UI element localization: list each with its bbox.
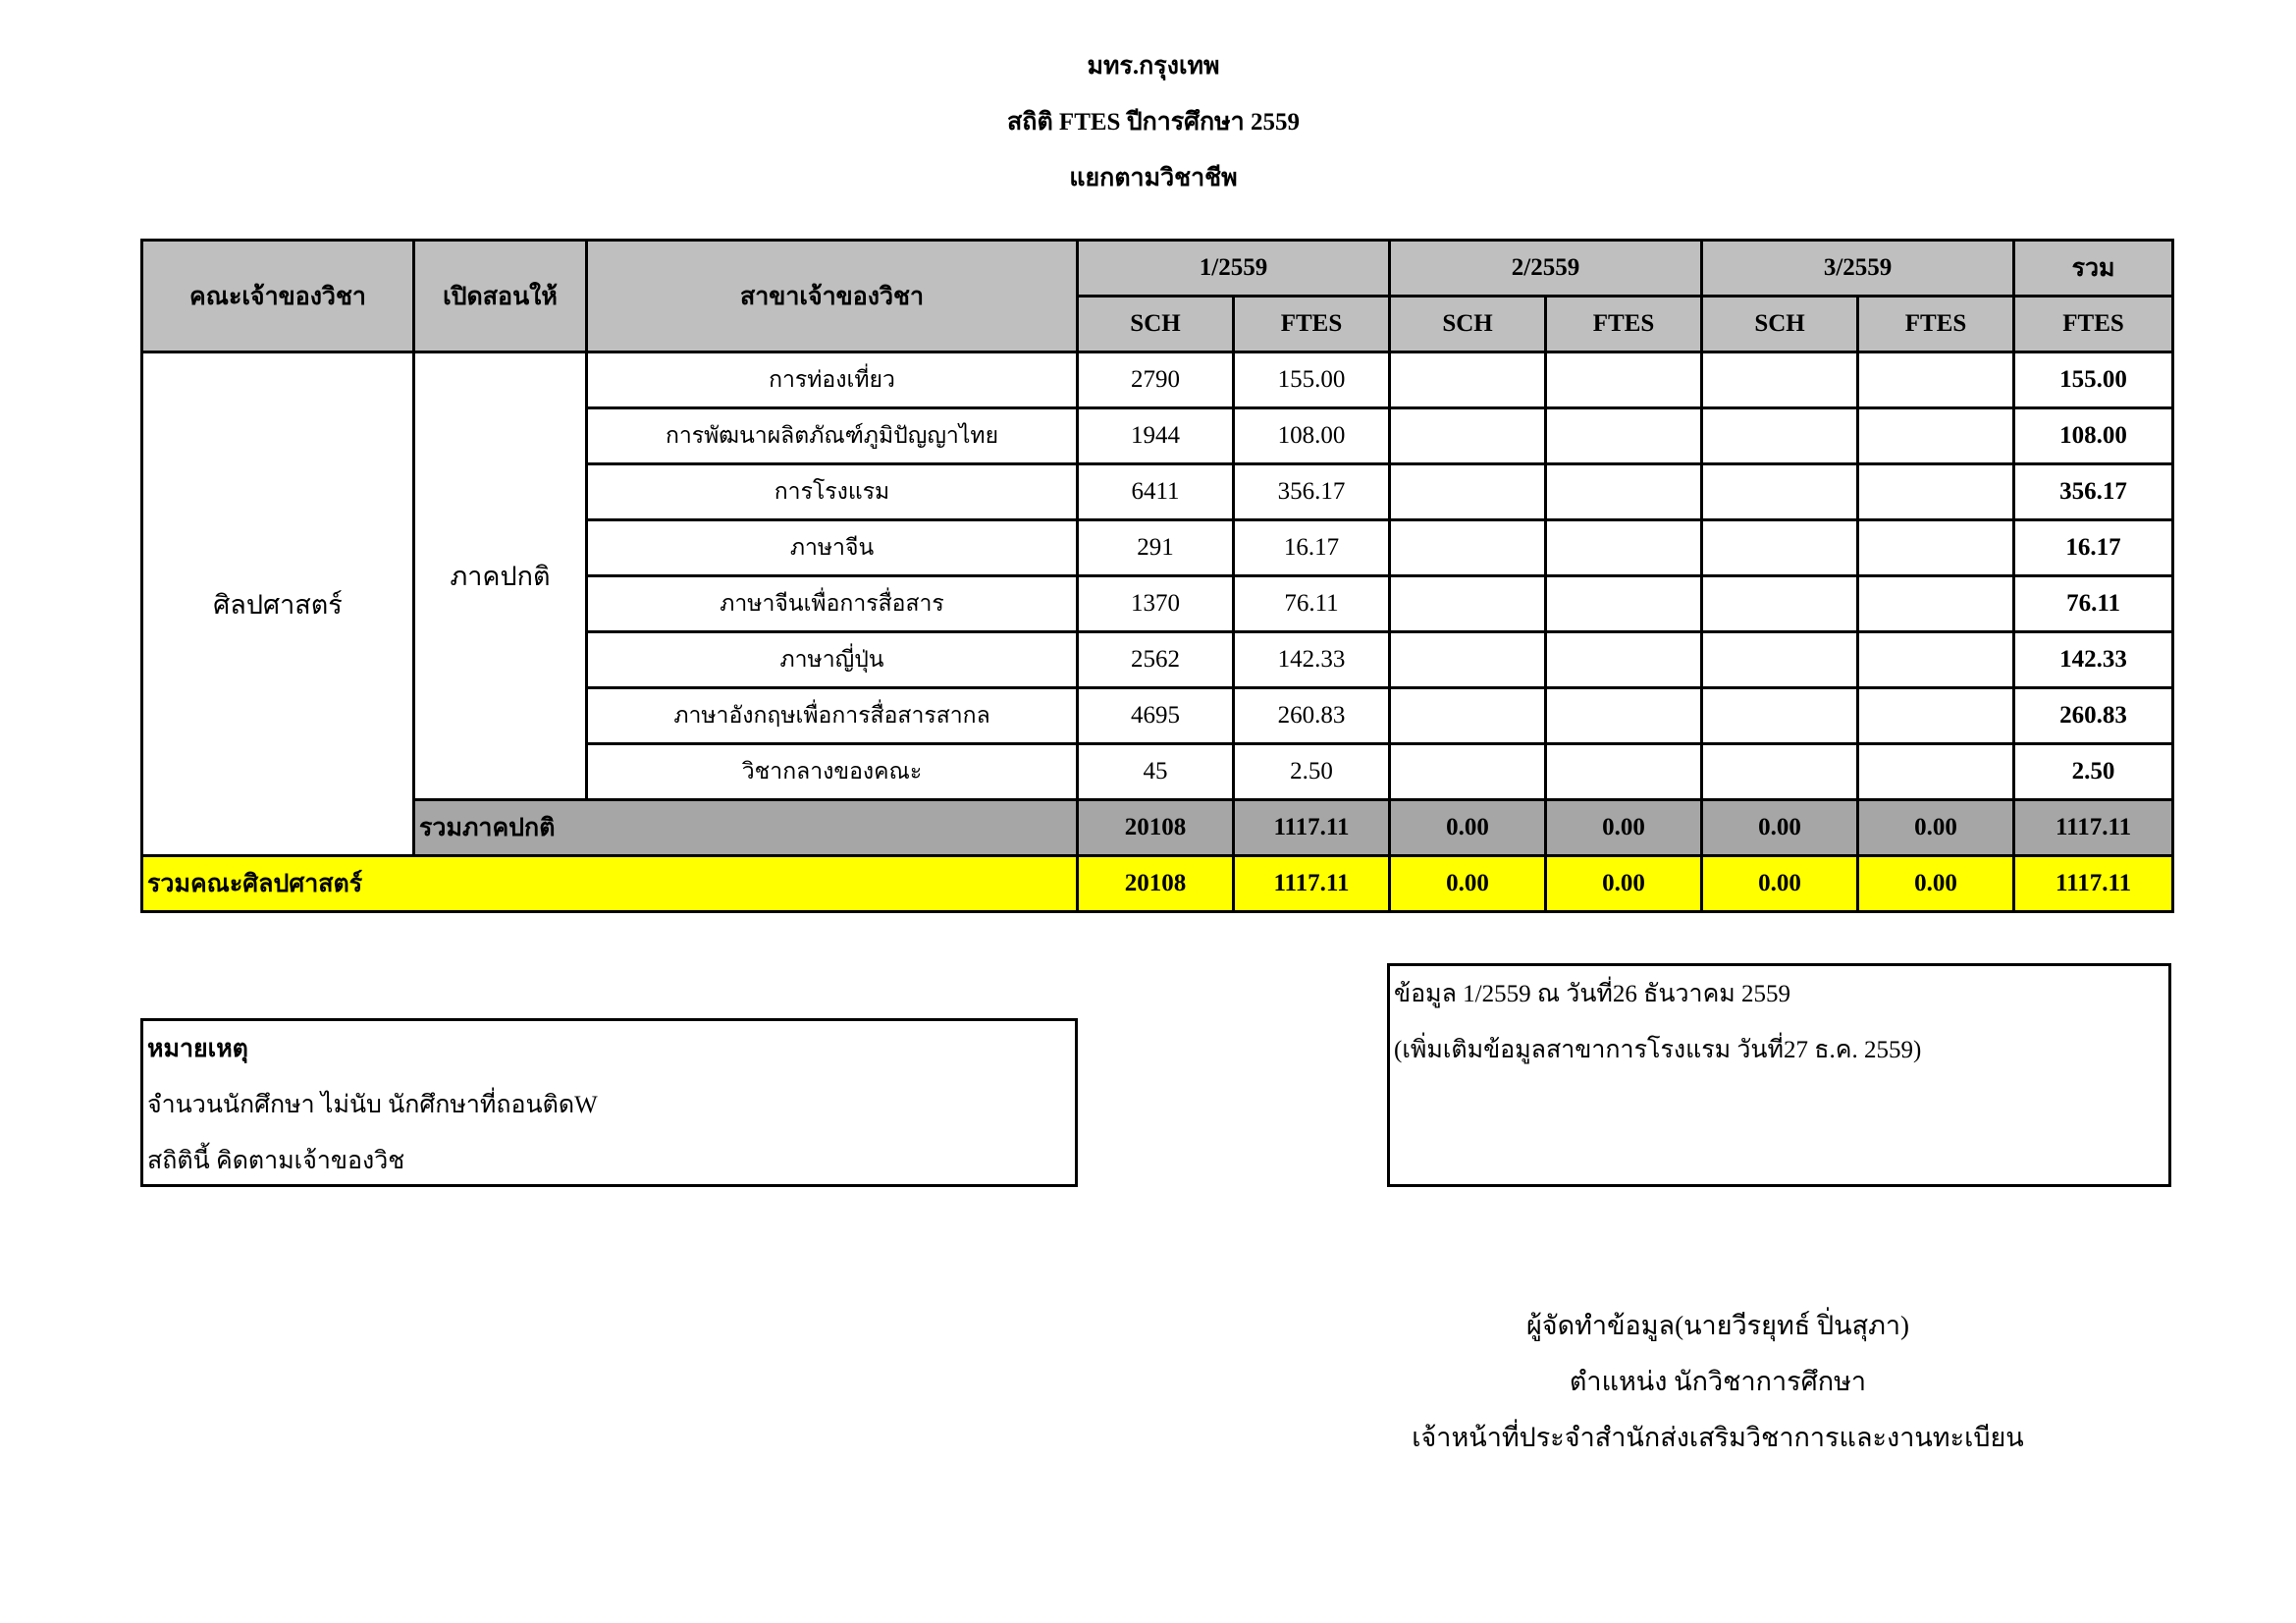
sch-cell: 1944 [1078, 408, 1234, 464]
empty-cell [1390, 576, 1546, 632]
empty-cell [1546, 464, 1702, 520]
header-sch: SCH [1702, 297, 1858, 352]
empty-cell [1390, 352, 1546, 408]
empty-cell [1858, 688, 2014, 744]
note-line: จำนวนนักศึกษา ไม่นับ นักศึกษาที่ถอนติดW [147, 1092, 598, 1118]
info-line: ข้อมูล 1/2559 ณ วันที่26 ธันวาคม 2559 [1394, 981, 1791, 1007]
empty-cell [1390, 688, 1546, 744]
ftes-cell: 155.00 [1234, 352, 1390, 408]
empty-cell [1702, 632, 1858, 688]
ftes-cell: 76.11 [1234, 576, 1390, 632]
empty-cell [1858, 408, 2014, 464]
total-cell: 108.00 [2014, 408, 2173, 464]
empty-cell [1858, 464, 2014, 520]
empty-cell [1702, 576, 1858, 632]
subject-cell: ภาษาญี่ปุ่น [587, 632, 1078, 688]
university-name: มทร.กรุงเทพ [1087, 53, 1220, 80]
header-sch: SCH [1078, 297, 1234, 352]
subtotal-ftes1: 1117.11 [1234, 800, 1390, 856]
grand-total-label: รวมคณะศิลปศาสตร์ [142, 856, 1078, 912]
total-cell: 356.17 [2014, 464, 2173, 520]
subtotal-row [142, 800, 2173, 856]
empty-cell [1702, 520, 1858, 576]
header-faculty: คณะเจ้าของวิชา [142, 241, 414, 352]
subtotal-ftes2: 0.00 [1546, 800, 1702, 856]
subtotal-label: รวมภาคปกติ [414, 800, 1078, 856]
empty-cell [1702, 408, 1858, 464]
header-ftes: FTES [1858, 297, 2014, 352]
subject-cell: ภาษาอังกฤษเพื่อการสื่อสารสากล [587, 688, 1078, 744]
grand-total-row [142, 856, 2173, 912]
subject-cell: ภาษาจีนเพื่อการสื่อสาร [587, 576, 1078, 632]
empty-cell [1390, 632, 1546, 688]
header-term-2: 2/2559 [1390, 241, 1702, 297]
empty-cell [1702, 744, 1858, 800]
empty-cell [1546, 408, 1702, 464]
report-title: สถิติ FTES ปีการศึกษา 2559 [1007, 109, 1300, 135]
grand-sch2: 0.00 [1390, 856, 1546, 912]
sch-cell: 2790 [1078, 352, 1234, 408]
header-open-for: เปิดสอนให้ [414, 241, 587, 352]
subject-cell: การพัฒนาผลิตภัณฑ์ภูมิปัญญาไทย [587, 408, 1078, 464]
header-ftes: FTES [1234, 297, 1390, 352]
subtotal-sch1: 20108 [1078, 800, 1234, 856]
subject-cell: การโรงแรม [587, 464, 1078, 520]
ftes-table [140, 239, 2174, 913]
empty-cell [1390, 744, 1546, 800]
header-total: รวม [2014, 241, 2173, 297]
ftes-cell: 108.00 [1234, 408, 1390, 464]
empty-cell [1858, 576, 2014, 632]
empty-cell [1858, 632, 2014, 688]
empty-cell [1858, 352, 2014, 408]
header-term-3: 3/2559 [1702, 241, 2014, 297]
grand-sch1: 20108 [1078, 856, 1234, 912]
header-term-1: 1/2559 [1078, 241, 1390, 297]
empty-cell [1546, 744, 1702, 800]
grand-ftes1: 1117.11 [1234, 856, 1390, 912]
empty-cell [1546, 632, 1702, 688]
empty-cell [1858, 744, 2014, 800]
empty-cell [1390, 464, 1546, 520]
ftes-cell: 16.17 [1234, 520, 1390, 576]
info-line: (เพิ่มเติมข้อมูลสาขาการโรงแรม วันที่27 ธ.ค. 2559) [1394, 1037, 1922, 1063]
grand-ftes2: 0.00 [1546, 856, 1702, 912]
header-ftes: FTES [1546, 297, 1702, 352]
total-cell: 155.00 [2014, 352, 2173, 408]
header-total-ftes: FTES [2014, 297, 2173, 352]
sch-cell: 45 [1078, 744, 1234, 800]
note-box [140, 1018, 1078, 1187]
sch-cell: 291 [1078, 520, 1234, 576]
empty-cell [1702, 464, 1858, 520]
subject-cell: ภาษาจีน [587, 520, 1078, 576]
sch-cell: 6411 [1078, 464, 1234, 520]
empty-cell [1546, 520, 1702, 576]
data-info-box [1387, 963, 2171, 1187]
grand-sch3: 0.00 [1702, 856, 1858, 912]
subtotal-sch2: 0.00 [1390, 800, 1546, 856]
report-subtitle: แยกตามวิชาชีพ [1069, 165, 1238, 191]
subtotal-sch3: 0.00 [1702, 800, 1858, 856]
preparer-office: เจ้าหน้าที่ประจำสำนักส่งเสริมวิชาการและงานทะเบียน [1412, 1423, 2024, 1452]
subtotal-total: 1117.11 [2014, 800, 2173, 856]
subtotal-ftes3: 0.00 [1858, 800, 2014, 856]
grand-ftes3: 0.00 [1858, 856, 2014, 912]
grand-total: 1117.11 [2014, 856, 2173, 912]
note-line: สถิตินี้ คิดตามเจ้าของวิช [147, 1148, 405, 1174]
header-major: สาขาเจ้าของวิชา [587, 241, 1078, 352]
preparer-name: ผู้จัดทำข้อมูล(นายวีรยุทธ์ ปิ่นสุภา) [1525, 1311, 1910, 1340]
empty-cell [1858, 520, 2014, 576]
note-heading: หมายเหตุ [147, 1036, 248, 1062]
subject-cell: วิชากลางของคณะ [587, 744, 1078, 800]
empty-cell [1390, 520, 1546, 576]
total-cell: 142.33 [2014, 632, 2173, 688]
subject-cell: การท่องเที่ยว [587, 352, 1078, 408]
header-sch: SCH [1390, 297, 1546, 352]
table-row [142, 352, 2173, 408]
empty-cell [1546, 688, 1702, 744]
sch-cell: 1370 [1078, 576, 1234, 632]
ftes-cell: 142.33 [1234, 632, 1390, 688]
empty-cell [1390, 408, 1546, 464]
total-cell: 260.83 [2014, 688, 2173, 744]
ftes-cell: 2.50 [1234, 744, 1390, 800]
program-cell: ภาคปกติ [414, 352, 587, 800]
empty-cell [1546, 352, 1702, 408]
ftes-cell: 260.83 [1234, 688, 1390, 744]
preparer-position: ตำแหน่ง นักวิชาการศึกษา [1569, 1367, 1867, 1396]
total-cell: 16.17 [2014, 520, 2173, 576]
ftes-cell: 356.17 [1234, 464, 1390, 520]
empty-cell [1546, 576, 1702, 632]
sch-cell: 2562 [1078, 632, 1234, 688]
total-cell: 76.11 [2014, 576, 2173, 632]
empty-cell [1702, 688, 1858, 744]
header-row-1 [142, 241, 2173, 297]
total-cell: 2.50 [2014, 744, 2173, 800]
sch-cell: 4695 [1078, 688, 1234, 744]
faculty-cell: ศิลปศาสตร์ [142, 352, 414, 856]
empty-cell [1702, 352, 1858, 408]
